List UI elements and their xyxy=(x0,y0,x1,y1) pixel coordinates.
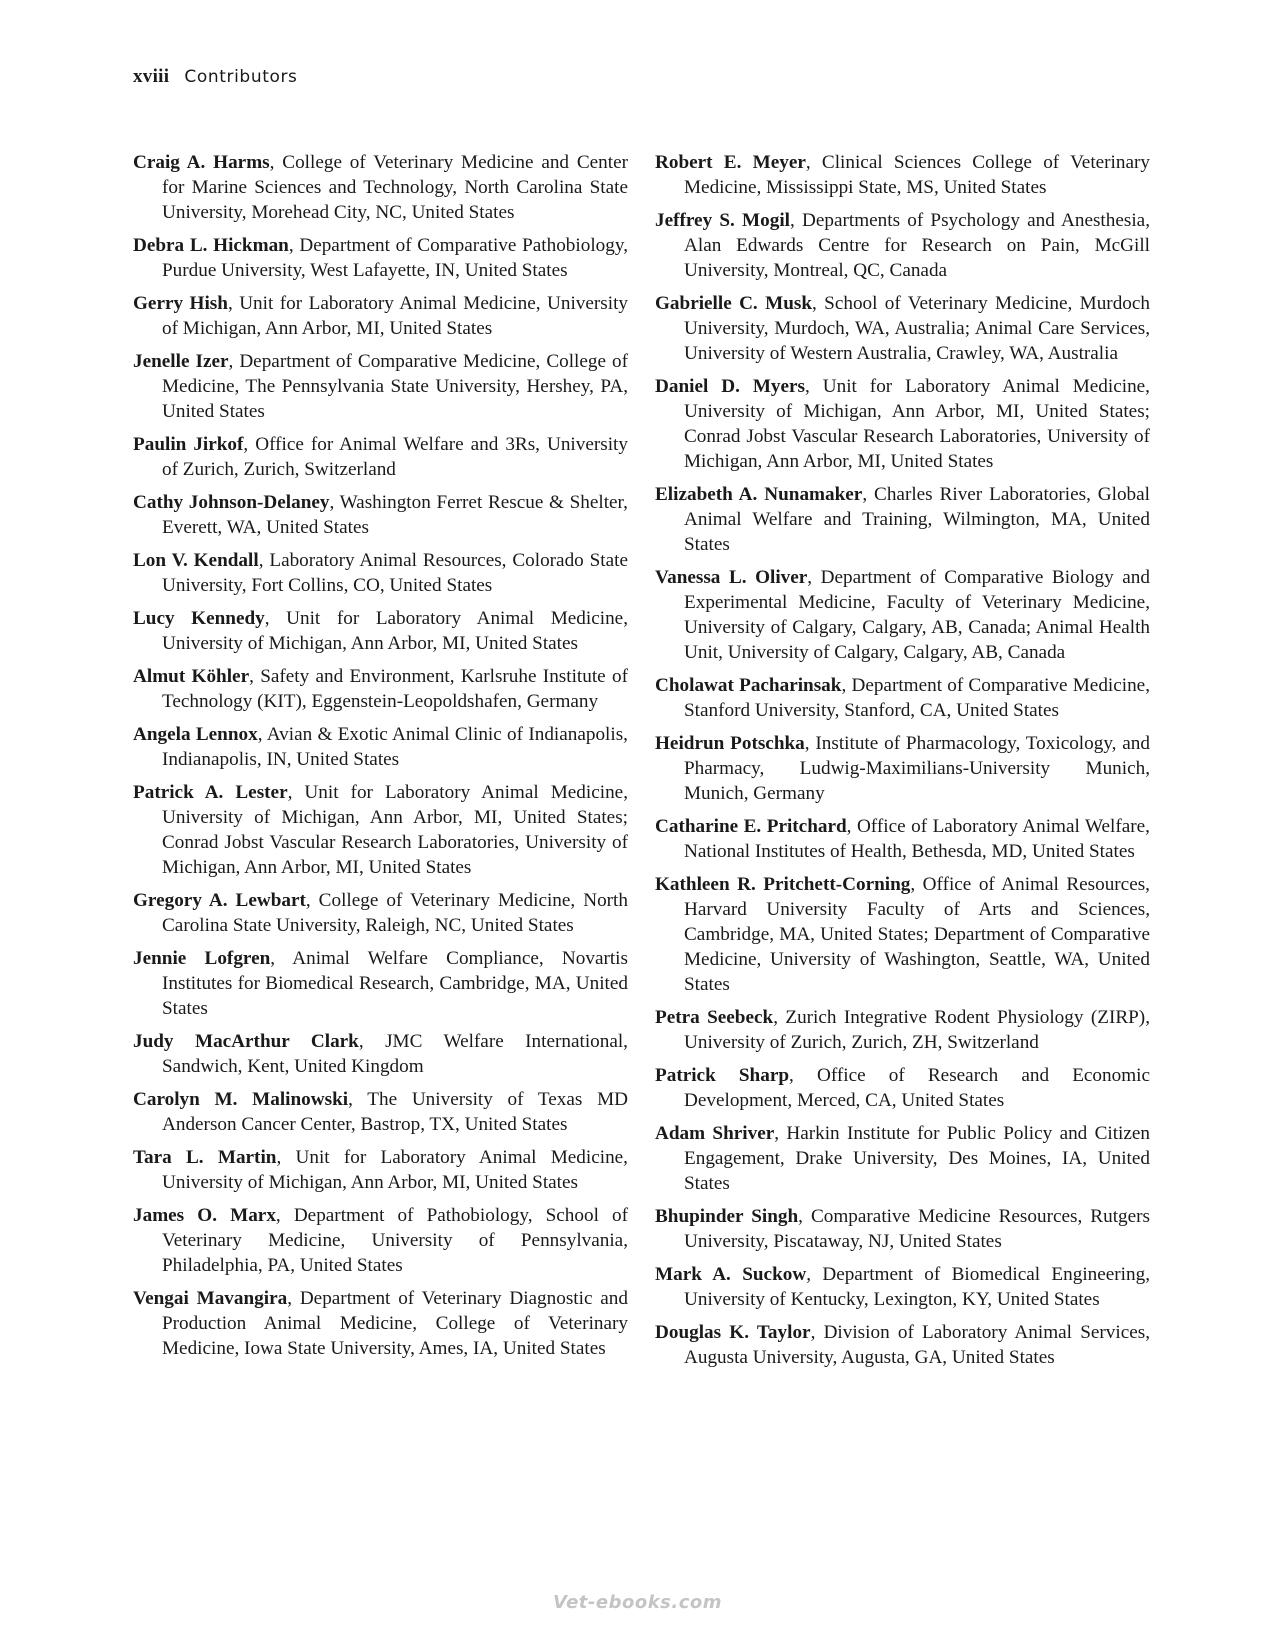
contributor-name: Debra L. Hickman xyxy=(133,235,289,256)
contributor-affiliation: , Unit for Laboratory Animal Medicine, University of Michigan, Ann Arbor, MI, United States xyxy=(162,1147,628,1193)
contributor-name: Paulin Jirkof xyxy=(133,434,244,455)
contributor-affiliation: , Institute of Pharmacology, Toxicology, and Pharmacy, Ludwig-Maximilians-University Munich, Munich, Germany xyxy=(684,733,1150,804)
contributor-entry xyxy=(133,1286,628,1361)
contributor-affiliation: , Unit for Laboratory Animal Medicine, University of Michigan, Ann Arbor, MI, United States xyxy=(162,293,628,339)
contributor-entry xyxy=(133,888,628,938)
contributor-entry xyxy=(133,1203,628,1278)
contributor-name: Catharine E. Pritchard xyxy=(655,816,847,837)
contributor-affiliation: , School of Veterinary Medicine, Murdoch University, Murdoch, WA, Australia; Animal Care Services, University of Western Australia, Crawley, WA, Australia xyxy=(684,293,1150,364)
running-head xyxy=(133,66,298,88)
section-title: Contributors xyxy=(184,67,298,87)
contributor-entry xyxy=(133,432,628,482)
contributor-entry xyxy=(133,780,628,880)
contributor-entry xyxy=(655,1204,1150,1254)
contributor-name: Bhupinder Singh xyxy=(655,1206,799,1227)
contributor-affiliation: , Laboratory Animal Resources, Colorado State University, Fort Collins, CO, United States xyxy=(162,550,628,596)
contributor-name: Patrick A. Lester xyxy=(133,782,288,803)
contributor-entry xyxy=(655,1005,1150,1055)
contributor-affiliation: , Charles River Laboratories, Global Animal Welfare and Training, Wilmington, MA, United States xyxy=(684,484,1150,555)
contributor-affiliation: , Office of Research and Economic Development, Merced, CA, United States xyxy=(684,1065,1150,1111)
contributor-affiliation: , Department of Veterinary Diagnostic and Production Animal Medicine, College of Veterinary Medicine, Iowa State University, Ames, IA, United States xyxy=(162,1288,628,1359)
contributor-name: Petra Seebeck xyxy=(655,1007,774,1028)
contributor-name: Robert E. Meyer xyxy=(655,152,806,173)
contributor-entry xyxy=(655,1320,1150,1370)
contributor-name: Mark A. Suckow xyxy=(655,1264,807,1285)
contributor-affiliation: , Department of Biomedical Engineering, University of Kentucky, Lexington, KY, United States xyxy=(684,1264,1150,1310)
contributor-affiliation: , JMC Welfare International, Sandwich, Kent, United Kingdom xyxy=(162,1031,628,1077)
contributor-affiliation: , Safety and Environment, Karlsruhe Institute of Technology (KIT), Eggenstein-Leopoldshafen, Germany xyxy=(162,666,628,712)
contributor-entry xyxy=(133,150,628,225)
contributor-entry xyxy=(655,374,1150,474)
contributor-affiliation: , Avian & Exotic Animal Clinic of Indianapolis, Indianapolis, IN, United States xyxy=(162,724,628,770)
contributor-affiliation: , College of Veterinary Medicine, North Carolina State University, Raleigh, NC, United States xyxy=(162,890,628,936)
contributor-name: Adam Shriver xyxy=(655,1123,775,1144)
contributor-affiliation: , Clinical Sciences College of Veterinary Medicine, Mississippi State, MS, United States xyxy=(684,152,1150,198)
contributor-entry xyxy=(655,814,1150,864)
contributor-entry xyxy=(133,1029,628,1079)
contributor-affiliation: , College of Veterinary Medicine and Center for Marine Sciences and Technology, North Carolina State University, Morehead City, NC, United States xyxy=(162,152,628,223)
contributor-name: Cholawat Pacharinsak xyxy=(655,675,842,696)
contributor-name: Angela Lennox xyxy=(133,724,258,745)
contributor-affiliation: , Washington Ferret Rescue & Shelter, Everett, WA, United States xyxy=(162,492,628,538)
contributor-entry xyxy=(655,1121,1150,1196)
contributor-name: James O. Marx xyxy=(133,1205,276,1226)
contributor-name: Jennie Lofgren xyxy=(133,948,271,969)
contributor-name: Patrick Sharp xyxy=(655,1065,790,1086)
contributor-name: Douglas K. Taylor xyxy=(655,1322,811,1343)
contributor-entry xyxy=(133,664,628,714)
contributor-affiliation: , Departments of Psychology and Anesthesia, Alan Edwards Centre for Research on Pain, McGill University, Montreal, QC, Canada xyxy=(684,210,1150,281)
contributor-name: Judy MacArthur Clark xyxy=(133,1031,359,1052)
contributor-entry xyxy=(655,291,1150,366)
contributor-affiliation: , Unit for Laboratory Animal Medicine, University of Michigan, Ann Arbor, MI, United States; Conrad Jobst Vascular Research Laboratories, University of Michigan, Ann Arbor, MI, United States xyxy=(162,782,628,878)
contributor-entry xyxy=(655,1262,1150,1312)
contributor-entry xyxy=(133,349,628,424)
contributor-entry xyxy=(133,606,628,656)
contributor-affiliation: , Unit for Laboratory Animal Medicine, University of Michigan, Ann Arbor, MI, United States; Conrad Jobst Vascular Research Laboratories, University of Michigan, Ann Arbor, MI, United States xyxy=(684,376,1150,472)
contributor-entry xyxy=(133,722,628,772)
contributor-name: Kathleen R. Pritchett-Corning xyxy=(655,874,911,895)
contributor-entry xyxy=(655,565,1150,665)
contributor-entry xyxy=(133,946,628,1021)
contributor-name: Heidrun Potschka xyxy=(655,733,805,754)
contributor-name: Tara L. Martin xyxy=(133,1147,277,1168)
contributor-name: Elizabeth A. Nunamaker xyxy=(655,484,863,505)
contributor-name: Gabrielle C. Musk xyxy=(655,293,813,314)
contributor-entry xyxy=(655,673,1150,723)
contributor-affiliation: , Department of Comparative Pathobiology, Purdue University, West Lafayette, IN, United States xyxy=(162,235,628,281)
contributor-entry xyxy=(655,482,1150,557)
left-column xyxy=(133,150,628,1369)
contributor-entry xyxy=(133,548,628,598)
contributor-affiliation: , Comparative Medicine Resources, Rutgers University, Piscataway, NJ, United States xyxy=(684,1206,1150,1252)
contributor-entry xyxy=(133,291,628,341)
contributor-name: Daniel D. Myers xyxy=(655,376,806,397)
watermark-logo: Vet-ebooks.com xyxy=(552,1592,723,1613)
contributor-affiliation: , Department of Comparative Medicine, College of Medicine, The Pennsylvania State University, Hershey, PA, United States xyxy=(162,351,628,422)
contributor-entry xyxy=(655,1063,1150,1113)
contributor-entry xyxy=(133,1087,628,1137)
contributor-affiliation: , Division of Laboratory Animal Services, Augusta University, Augusta, GA, United States xyxy=(684,1322,1150,1368)
right-column xyxy=(655,150,1150,1378)
contributor-name: Craig A. Harms xyxy=(133,152,270,173)
contributor-affiliation: , Office of Laboratory Animal Welfare, National Institutes of Health, Bethesda, MD, United States xyxy=(684,816,1150,862)
contributor-affiliation: , Department of Comparative Biology and Experimental Medicine, Faculty of Veterinary Medicine, University of Calgary, Calgary, AB, Canada; Animal Health Unit, University of Calgary, Calgary, AB, Canada xyxy=(684,567,1150,663)
contributor-entry xyxy=(133,490,628,540)
contributor-name: Cathy Johnson-Delaney xyxy=(133,492,330,513)
contributor-affiliation: , Harkin Institute for Public Policy and Citizen Engagement, Drake University, Des Moines, IA, United States xyxy=(684,1123,1151,1194)
contributor-name: Jeffrey S. Mogil xyxy=(655,210,790,231)
contributor-name: Jenelle Izer xyxy=(133,351,229,372)
contributor-name: Gerry Hish xyxy=(133,293,228,314)
contributor-entry xyxy=(133,1145,628,1195)
contributor-affiliation: , The University of Texas MD Anderson Cancer Center, Bastrop, TX, United States xyxy=(162,1089,628,1135)
contributor-name: Gregory A. Lewbart xyxy=(133,890,306,911)
contributor-name: Vanessa L. Oliver xyxy=(655,567,808,588)
page-number: xviii xyxy=(133,66,170,87)
contributor-name: Lon V. Kendall xyxy=(133,550,259,571)
contributor-name: Vengai Mavangira xyxy=(133,1288,288,1309)
contributor-name: Lucy Kennedy xyxy=(133,608,265,629)
contributor-affiliation: , Office for Animal Welfare and 3Rs, University of Zurich, Zurich, Switzerland xyxy=(162,434,628,480)
contributor-entry xyxy=(133,233,628,283)
contributor-affiliation: , Unit for Laboratory Animal Medicine, University of Michigan, Ann Arbor, MI, United States xyxy=(162,608,628,654)
contributor-affiliation: , Office of Animal Resources, Harvard University Faculty of Arts and Sciences, Cambridge, MA, United States; Department of Comparative Medicine, University of Washington, Seattle, WA, United States xyxy=(684,874,1150,995)
contributor-affiliation: , Department of Comparative Medicine, Stanford University, Stanford, CA, United States xyxy=(684,675,1151,721)
contributor-entry xyxy=(655,150,1150,200)
contributor-affiliation: , Zurich Integrative Rodent Physiology (ZIRP), University of Zurich, Zurich, ZH, Switzerland xyxy=(684,1007,1150,1053)
contributor-entry xyxy=(655,731,1150,806)
contributor-name: Almut Köhler xyxy=(133,666,250,687)
contributor-affiliation: , Department of Pathobiology, School of Veterinary Medicine, University of Pennsylvania, Philadelphia, PA, United States xyxy=(162,1205,628,1276)
contributor-entry xyxy=(655,872,1150,997)
contributor-entry xyxy=(655,208,1150,283)
contributor-name: Carolyn M. Malinowski xyxy=(133,1089,349,1110)
contributor-affiliation: , Animal Welfare Compliance, Novartis Institutes for Biomedical Research, Cambridge, MA, United States xyxy=(162,948,628,1019)
